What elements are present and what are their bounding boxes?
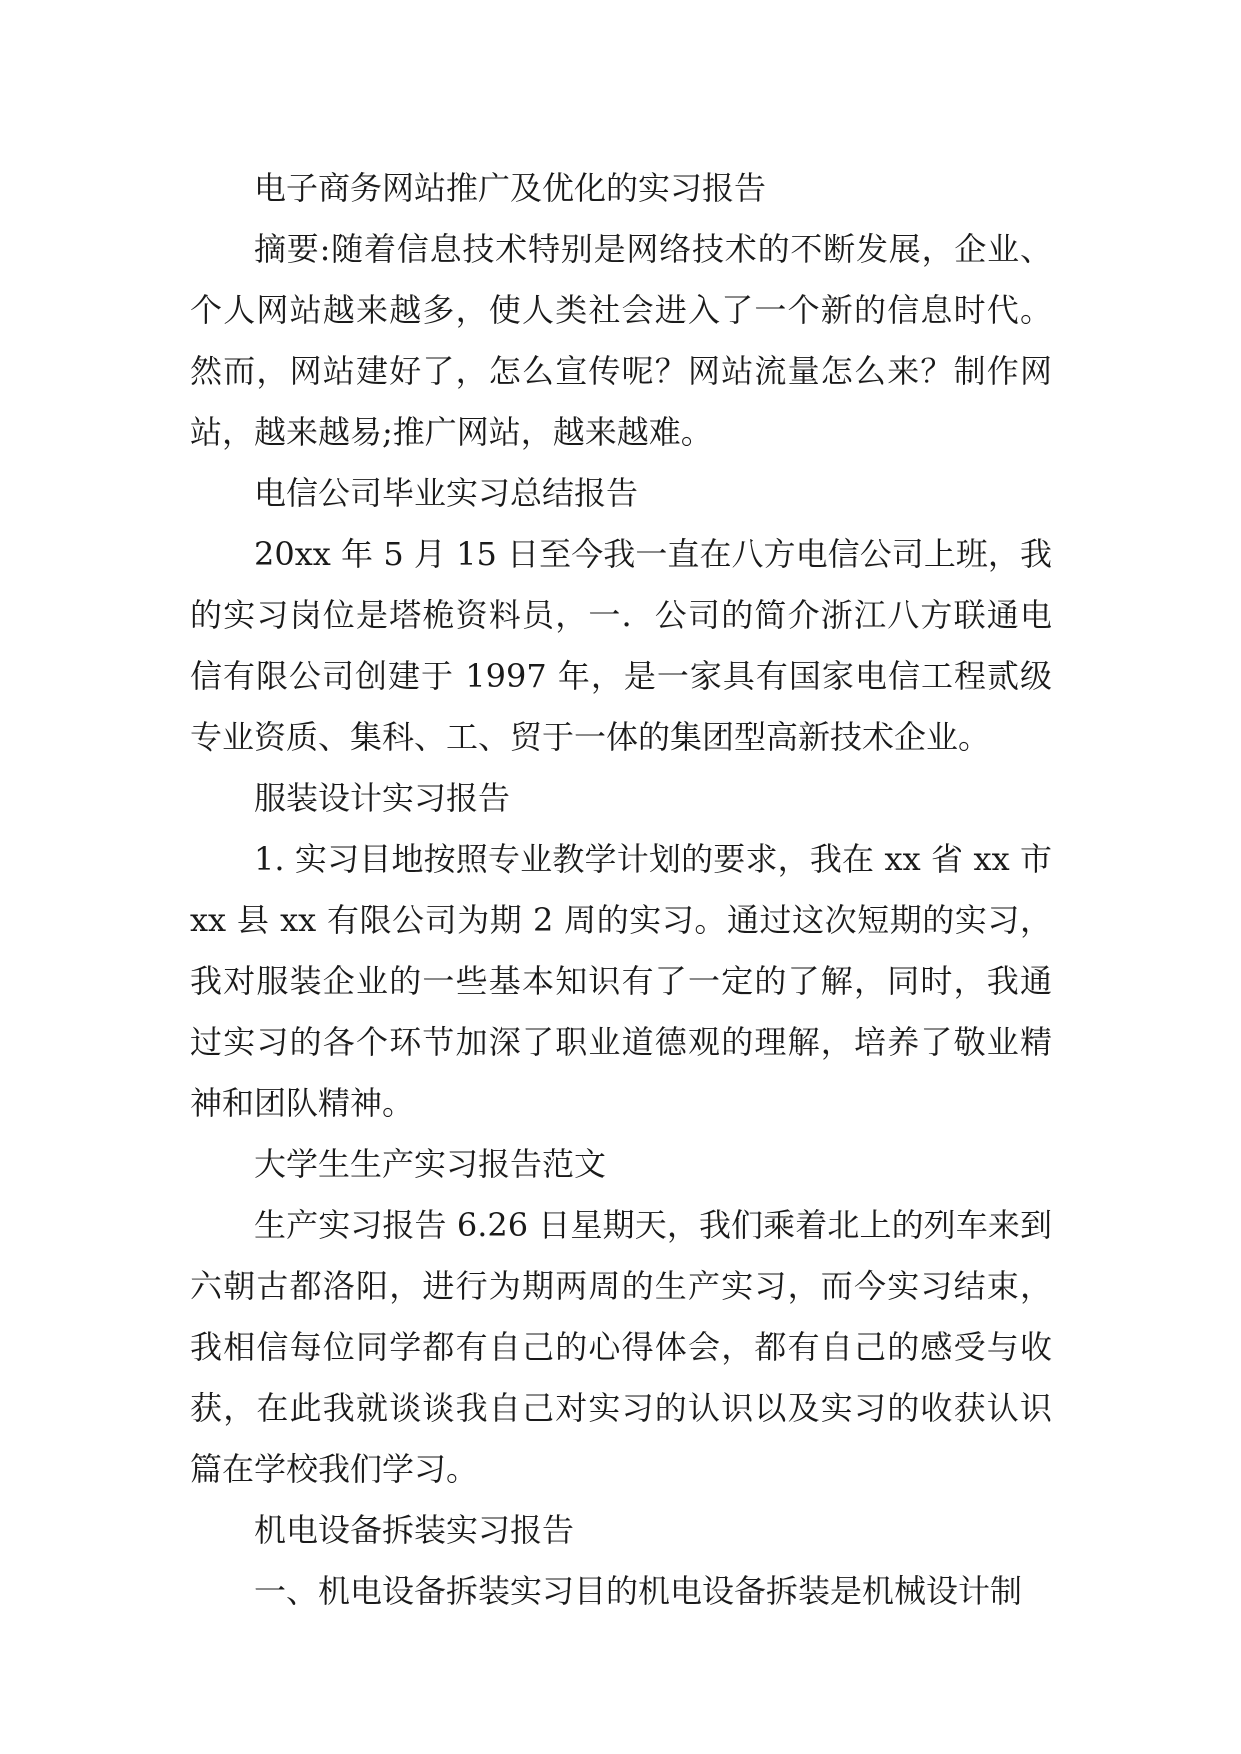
section-title: 大学生生产实习报告范文 [254,1145,607,1183]
section-title: 服装设计实习报告 [254,779,511,817]
body-paragraph: 生产实习报告 6.26 日星期天，我们乘着北上的列车来到六朝古都洛阳，进行为期两周的生产实习，而今实习结束，我相信每位同学都有自己的心得体会，都有自己的感受与收获，在此我就谈谈我自己对实习的认识以及实习的收获认识篇在学校我们学习。 [190,1206,1052,1488]
body-paragraph: 一、机电设备拆装实习目的机电设备拆装是机械设计制 [254,1572,1023,1610]
section-title: 电信公司毕业实习总结报告 [254,474,639,512]
section-title: 机电设备拆装实习报告 [254,1511,575,1549]
body-paragraph: 1. 实习目地按照专业教学计划的要求，我在 xx 省 xx 市 xx 县 xx 有限公司为期 2 周的实习。通过这次短期的实习，我对服装企业的一些基本知识有了一定的了解，同时，我通过实习的各个环节加深了职业道德观的理解，培养了敬业精神和团队精神。 [190,840,1052,1122]
document-body [190,158,1052,1622]
body-paragraph: 20xx 年 5 月 15 日至今我一直在八方电信公司上班，我的实习岗位是塔桅资料员，一．公司的简介浙江八方联通电信有限公司创建于 1997 年，是一家具有国家电信工程贰级专业资质、集科、工、贸于一体的集团型高新技术企业。 [190,535,1052,756]
section-title: 电子商务网站推广及优化的实习报告 [254,169,767,207]
body-paragraph: 摘要:随着信息技术特别是网络技术的不断发展，企业、个人网站越来越多，使人类社会进入了一个新的信息时代。然而，网站建好了，怎么宣传呢？网站流量怎么来？制作网站，越来越易;推广网站，越来越难。 [190,230,1052,451]
